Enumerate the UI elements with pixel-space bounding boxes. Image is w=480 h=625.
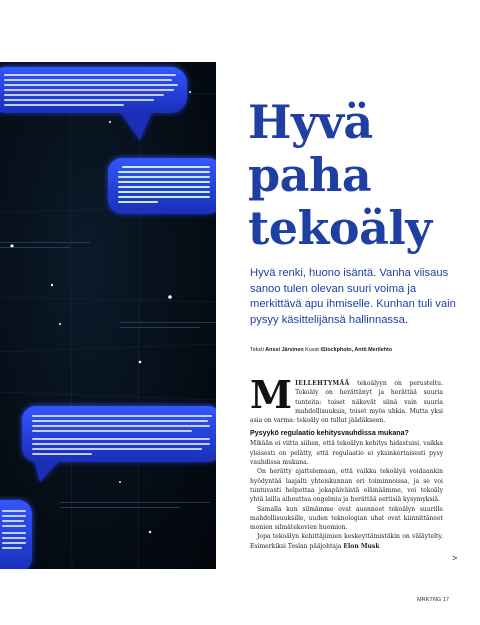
paragraph-opening-rest: tekoälyyn on perusteltu. Tekoäly on herättänyt ja herättää suuria tunteita: toiset näkevät siinä vain suuria mahdollisuuksia, toiset myös uhkia. Mutta yksi asia on varma: tekoäly on tullut jäädäkseen. (250, 380, 443, 425)
title-line-2: paha (248, 148, 372, 202)
credits-images-label: Kuvat (305, 347, 319, 353)
person-name: Elon Musk (343, 542, 380, 550)
page-folio: MRKTNG 17 (417, 597, 450, 603)
paragraph-5-text: Jopa tekoälyn kehittäjimien keskeyttämistäkin on väläytelty. Esimerkiksi Teslan pääjohtaja (250, 533, 443, 550)
paragraph-opening (250, 372, 443, 425)
continue-arrow-icon: > (452, 553, 458, 563)
title-line-3: tekoäly (248, 201, 432, 255)
paragraph-2: Mikään ei viitta siihen, että tekoälyn kehitys hidastuisi, vaikka yleisesti on pelätty, että regulaatio ei yksinkertaisesti pysy vauhdissa mukana. (250, 440, 443, 467)
credits-author: Anssi Järvinen (265, 347, 304, 353)
article-subheading: Pysyykö regulaatio kehitysvauhdissa mukana? (250, 429, 409, 438)
credits-images: iStockphoto, Antti Merilehto (320, 347, 393, 353)
opening-caps: IELLEHTYMÄÄ (295, 380, 350, 387)
paragraph-3: On herätty ajattelemaan, että vaikka tekoälyä voidaankin hyödyntää laajalti yhteiskunnan eri toiminnoissa, ja se voi tuntuvasti helpottaa jokapäiväistä elämäämme, voi tekoäly yhtä lailla aiheuttaa ongelmia ja herättää eettisiä kysymyksiä. (250, 468, 443, 504)
drop-cap: M (250, 372, 293, 417)
article-lead: Hyvä renki, huono isäntä. Vanha viisaus sanoo tulen olevan suuri voima ja merkittävä apu ihmiselle. Kunhan tuli vain pysyy käsittelijänsä hallinnassa. (250, 267, 456, 326)
digital-chat-bubbles-illustration (0, 62, 216, 569)
article-credits (250, 347, 392, 353)
paragraph-5 (250, 532, 443, 551)
paragraph-4: Samalla kun silmämme ovat auenneet tekoälyn suurille mahdollisuuksille, uuden teknologian uhat ovat kiinnittäneet monien silmätekevien huomion. (250, 505, 443, 532)
article-title (248, 96, 432, 255)
title-line-1: Hyvä (248, 95, 373, 149)
article-body (250, 372, 443, 551)
article-hero-image (0, 62, 216, 569)
credits-text-label: Teksti (250, 347, 264, 353)
